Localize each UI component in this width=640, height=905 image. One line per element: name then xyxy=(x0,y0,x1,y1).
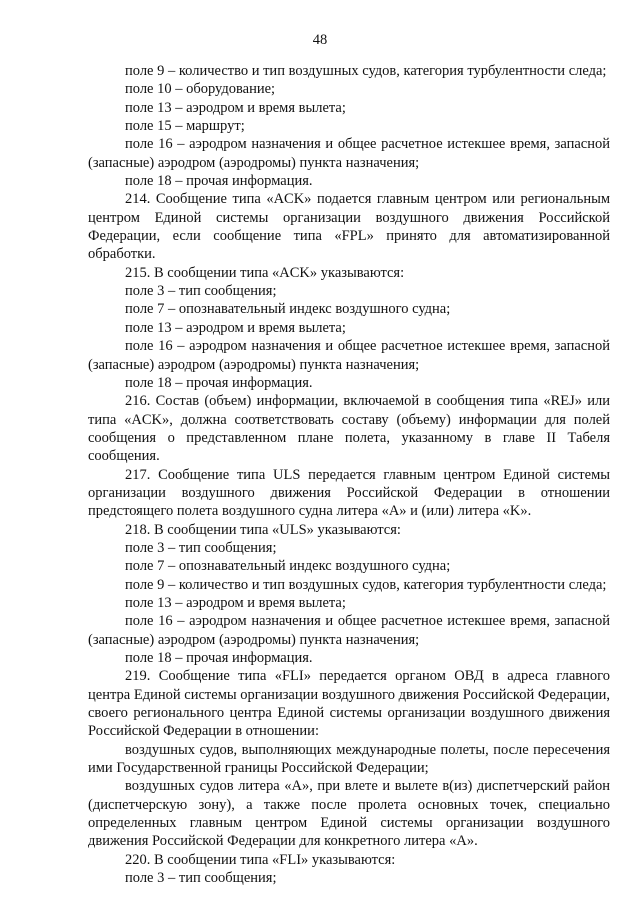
paragraph: 217. Сообщение типа ULS передается главным центром Единой системы организации воздушного движения Российской Федерации в отношении предстоящего полета воздушного судна литера «A» и (или) литера «K». xyxy=(88,466,610,520)
paragraph: поле 9 – количество и тип воздушных судов, категория турбулентности следа; xyxy=(125,63,607,79)
paragraph: воздушных судов литера «A», при влете и вылете в(из) диспетчерский район (диспетчерскую зону), а также после пролета основных точек, специально определенных главным центром Единой системы организации воздушного движения Российской Федерации для конкретного литера «A». xyxy=(88,778,610,850)
paragraph: поле 15 – маршрут; xyxy=(125,118,245,135)
page-number: 48 xyxy=(312,32,328,48)
paragraph: поле 16 – аэродром назначения и общее расчетное истекшее время, запасной (запасные) аэродром (аэродромы) пункта назначения; xyxy=(88,136,610,171)
paragraph: 215. В сообщении типа «ACK» указываются: xyxy=(125,264,405,281)
paragraph: поле 18 – прочая информация. xyxy=(125,650,313,666)
paragraph: поле 18 – прочая информация. xyxy=(125,173,313,190)
paragraph: поле 16 – аэродром назначения и общее расчетное истекшее время, запасной (запасные) аэродром (аэродромы) пункта назначения; xyxy=(88,338,610,373)
paragraph: поле 10 – оборудование; xyxy=(125,81,276,98)
paragraph: поле 18 – прочая информация. xyxy=(125,374,313,391)
paragraph: поле 13 – аэродром и время вылета; xyxy=(125,594,346,611)
paragraph: поле 16 – аэродром назначения и общее расчетное истекшее время, запасной (запасные) аэродром (аэродромы) пункта назначения; xyxy=(88,613,610,648)
paragraph: поле 7 – опознавательный индекс воздушного судна; xyxy=(125,301,451,318)
paragraph: 220. В сообщении типа «FLI» указываются: xyxy=(125,851,396,868)
paragraph: 214. Сообщение типа «ACK» подается главным центром или региональным центром Единой системы организации воздушного движения Российской Федерации, если сообщение типа «FPL» принято для автоматизированной обработки. xyxy=(88,191,610,263)
paragraph: 216. Состав (объем) информации, включаемой в сообщения типа «REJ» или типа «ACK», должна соответствовать составу (объему) информации для полей сообщения о представленном плане полета, указанному в главе II Табеля сообщения. xyxy=(88,393,610,465)
paragraph: поле 7 – опознавательный индекс воздушного судна; xyxy=(125,558,451,575)
paragraph: поле 3 – тип сообщения; xyxy=(125,539,277,556)
paragraph: 218. В сообщении типа «ULS» указываются: xyxy=(125,521,401,538)
paragraph: поле 9 – количество и тип воздушных судов, категория турбулентности следа; xyxy=(125,576,607,593)
paragraph: 219. Сообщение типа «FLI» передается органом ОВД в адреса главного центра Единой системы организации воздушного движения Российской Федерации, своего регионального центра Единой системы организации воздушного движения Российской Федерации в отношении: xyxy=(88,668,610,740)
paragraph: поле 3 – тип сообщения; xyxy=(125,870,277,887)
paragraph: поле 13 – аэродром и время вылета; xyxy=(125,99,346,116)
paragraph: воздушных судов, выполняющих международные полеты, после пересечения ими Государственной границы Российской Федерации; xyxy=(88,741,610,777)
paragraph: поле 13 – аэродром и время вылета; xyxy=(125,319,346,336)
paragraph: поле 3 – тип сообщения; xyxy=(125,283,277,300)
document-body xyxy=(88,62,610,887)
